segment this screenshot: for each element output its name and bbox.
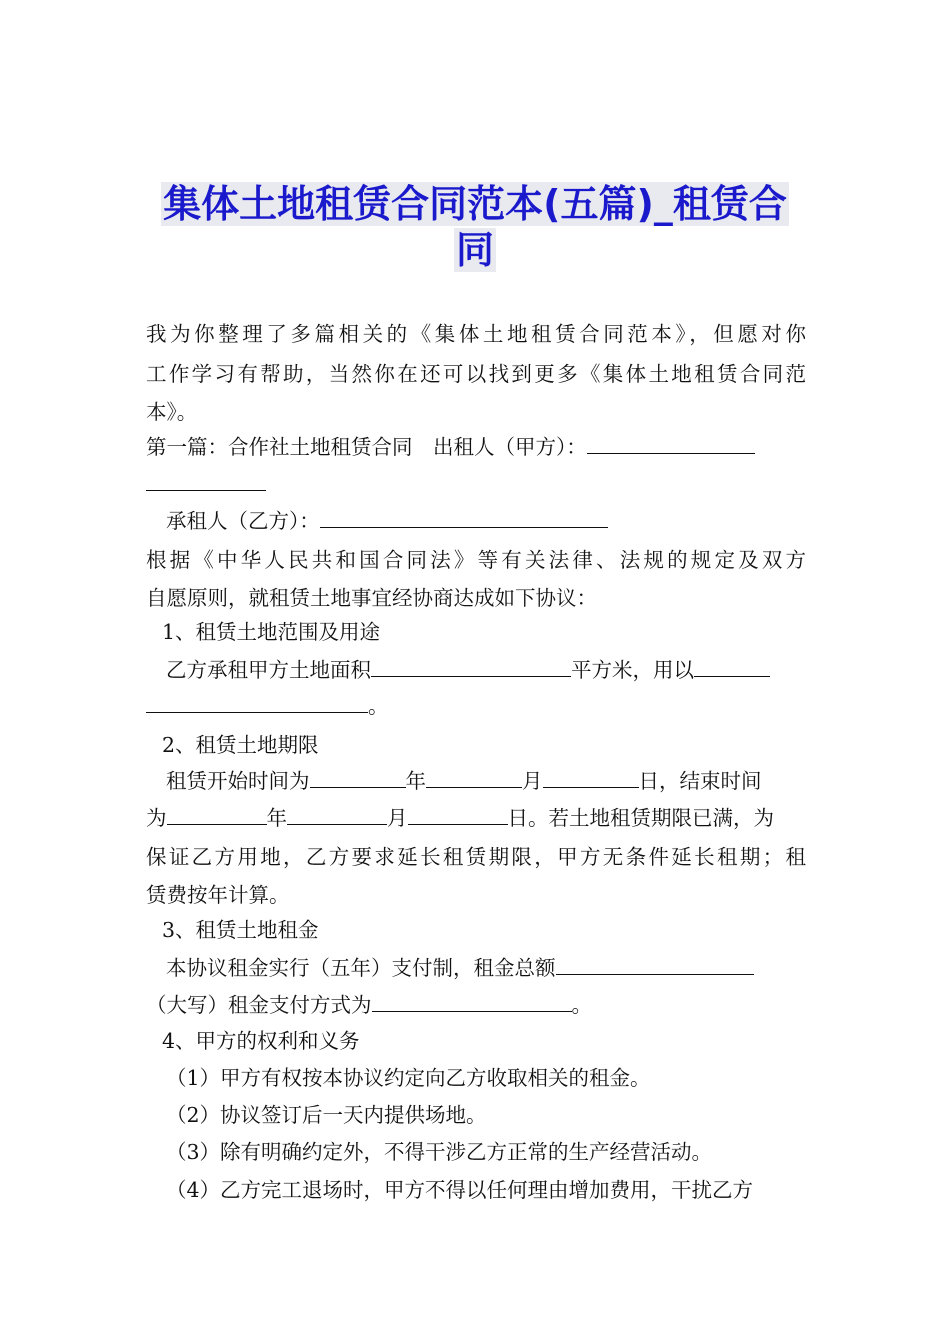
section-2-line-3: 保证乙方用地，乙方要求延长租赁期限，甲方无条件延长租期；租 — [146, 845, 806, 869]
basis-line-1: 根据《中华人民共和国合同法》等有关法律、法规的规定及双方 — [146, 548, 806, 572]
section-2-line-2 — [146, 804, 806, 832]
purpose-label: 平方米，用以 — [571, 658, 694, 682]
end-day-blank — [408, 804, 508, 825]
start-day-blank — [543, 767, 639, 788]
intro-line-2: 工作学习有帮助，当然你在还可以找到更多《集体土地租赁合同范 — [146, 362, 806, 386]
start-label: 租赁开始时间为 — [166, 769, 310, 793]
section-1-title: 1、租赁土地范围及用途 — [162, 620, 381, 644]
purpose-blank — [694, 656, 770, 677]
area-blank — [371, 656, 571, 677]
period: 。 — [571, 993, 592, 1017]
lessee-label: 承租人（乙方）： — [166, 509, 320, 533]
section-4-item-3: （3）除有明确约定外，不得干涉乙方正常的生产经营活动。 — [166, 1140, 713, 1164]
section-3-title: 3、租赁土地租金 — [162, 918, 319, 942]
start-month-blank — [426, 767, 522, 788]
intro-line-1: 我为你整理了多篇相关的《集体土地租赁合同范本》，但愿对你 — [146, 322, 806, 346]
chapter-one-line — [146, 433, 806, 461]
end-label: ，结束时间 — [659, 769, 762, 793]
month-label: 月 — [522, 769, 543, 793]
section-1-line — [166, 656, 826, 684]
lessee-line — [166, 507, 826, 535]
start-year-blank — [310, 767, 406, 788]
end-month-blank — [287, 804, 387, 825]
section-3-line-2 — [146, 991, 806, 1019]
day-label: 日 — [638, 769, 659, 793]
year-label: 年 — [405, 769, 426, 793]
payment-method-label: （大写）租金支付方式为 — [146, 993, 372, 1017]
lessee-blank — [320, 507, 608, 528]
month-label: 月 — [387, 806, 408, 830]
basis-line-2: 自愿原则，就租赁土地事宜经协商达成如下协议： — [146, 586, 597, 610]
section-4-item-1: （1）甲方有权按本协议约定向乙方收取相关的租金。 — [166, 1066, 651, 1090]
payment-method-blank — [372, 991, 572, 1012]
section-3-line-1 — [166, 954, 826, 982]
for-label: 为 — [146, 806, 167, 830]
section-2-title: 2、租赁土地期限 — [162, 733, 319, 757]
period: 。 — [368, 694, 389, 718]
lessor-blank — [587, 433, 755, 454]
intro-line-3: 本》。 — [146, 400, 198, 424]
expiry-text: 。若土地租赁期限已满，为 — [528, 806, 774, 830]
chapter-one-heading: 第一篇：合作社土地租赁合同 出租人（甲方）： — [146, 435, 587, 459]
rent-total-label: 本协议租金实行（五年）支付制，租金总额 — [166, 956, 556, 980]
end-year-blank — [167, 804, 267, 825]
section-2-line-4: 赁费按年计算。 — [146, 883, 290, 907]
title-line-1: 集体土地租赁合同范本(五篇)_租赁合 — [163, 182, 787, 226]
section-4-item-2: （2）协议签订后一天内提供场地。 — [166, 1103, 487, 1127]
year-label: 年 — [266, 806, 287, 830]
purpose-blank-2 — [146, 692, 368, 713]
section-4-item-4: （4）乙方完工退场时，甲方不得以任何理由增加费用，干扰乙方 — [166, 1178, 754, 1202]
area-label: 乙方承租甲方土地面积 — [166, 658, 371, 682]
lessor-blank-continued — [146, 470, 806, 498]
rent-total-blank — [556, 954, 754, 975]
day-label: 日 — [507, 806, 528, 830]
title-line-2: 同 — [455, 228, 494, 272]
section-2-line-1 — [166, 767, 826, 795]
lessor-blank-2 — [146, 470, 266, 491]
document-title-continued — [120, 222, 830, 278]
section-1-line-2 — [146, 692, 806, 720]
section-4-title: 4、甲方的权利和义务 — [162, 1029, 360, 1053]
